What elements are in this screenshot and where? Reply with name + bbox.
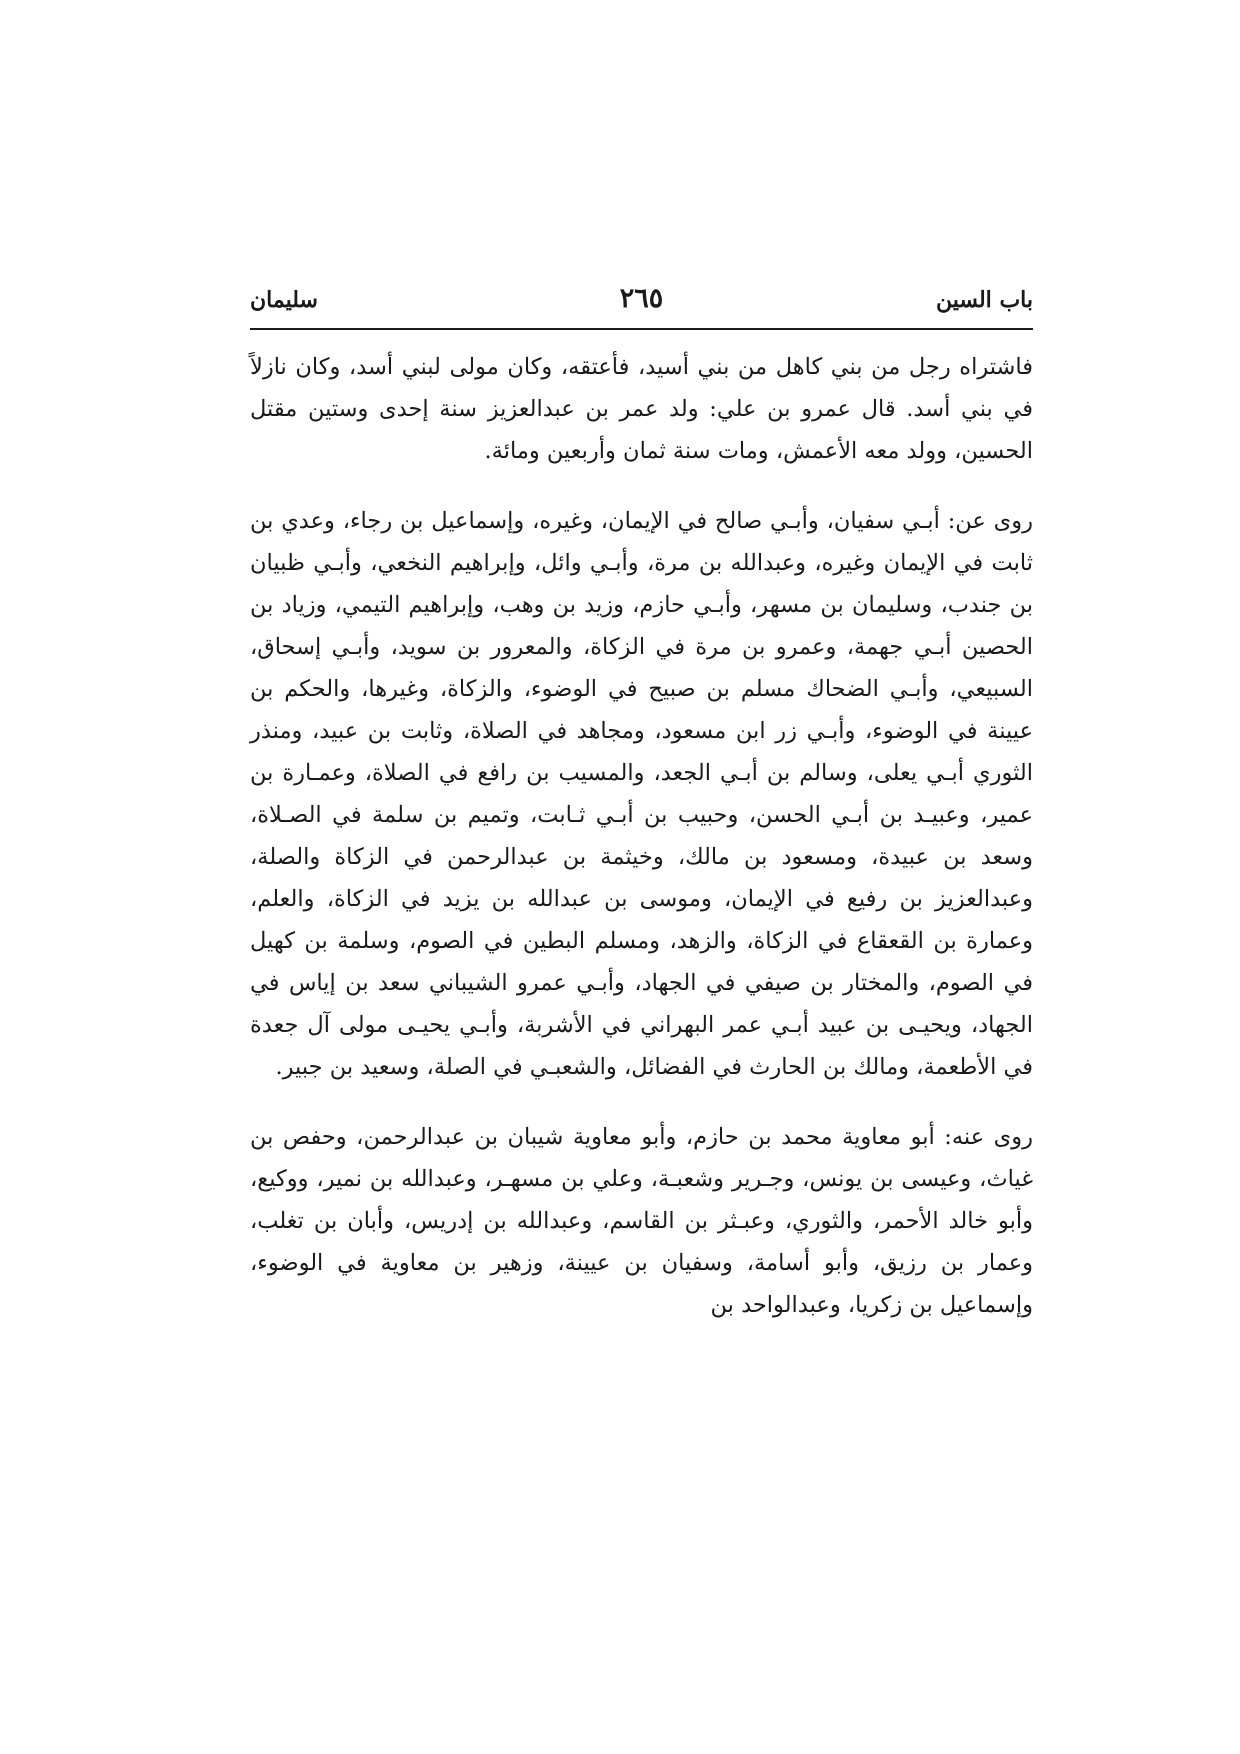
page-number: ٢٦٥ xyxy=(619,283,664,314)
chapter-title: باب السين xyxy=(935,287,1033,313)
paragraph-narrated-by: روى عنه: أبو معاوية محمد بن حازم، وأبو معاوية شيبان بن عبدالرحمن، وحفص بن غياث، وعيسى بن يونس، وجـرير وشعبـة، وعلي بن مسهـر، وعبدالله بن نمير، ووكيع، وأبو خالد الأحمر، والثوري، وعبـثر بن القاسم، وعبدالله بن إدريس، وأبان بن تغلب، وعمار بن رزيق، وأبو أسامة، وسفيان بن عيينة، وزهير بن معاوية في الوضوء، وإسماعيل بن زكريا، وعبدالواحد بن xyxy=(250,1124,1033,1318)
running-title: سليمان xyxy=(250,287,318,313)
paragraph-intro: فاشتراه رجل من بني كاهل من بني أسيد، فأعتقه، وكان مولى لبني أسد، وكان نازلاً في بني أسد. قال عمرو بن علي: ولد عمر بن عبدالعزيز سنة إحدى وستين مقتل الحسين، وولد معه الأعمش، ومات سنة ثمان وأربعين ومائة. xyxy=(250,354,1033,464)
header-rule xyxy=(250,328,1033,330)
page-header xyxy=(250,283,1033,323)
body-text xyxy=(250,346,1033,1354)
paragraph-narrated-from: روى عن: أبـي سفيان، وأبـي صالح في الإيمان، وغيره، وإسماعيل بن رجاء، وعدي بن ثابت في الإيمان وغيره، وعبدالله بن مرة، وأبـي وائل، وإبراهيم النخعي، وأبـي ظبيان بن جندب، وسليمان بن مسهر، وأبـي حازم، وزيد بن وهب، وإبراهيم التيمي، وزياد بن الحصين أبـي جهمة، وعمرو بن مرة في الزكاة، والمعرور بن سويد، وأبـي إسحاق، السبيعي، وأبـي الضحاك مسلم بن صبيح في الوضوء، والزكاة، وغيرها، والحكم بن عيينة في الوضوء، وأبـي زر ابن مسعود، ومجاهد في الصلاة، وثابت بن عبيد، ومنذر الثوري أبـي يعلى، وسالم بن أبـي الجعد، والمسيب بن رافع في الصلاة، وعمـارة بن عمير، وعبيـد بن أبـي الحسن، وحبيب بن أبـي ثـابت، وتميم بن سلمة في الصـلاة، وسعد بن عبيدة، ومسعود بن مالك، وخيثمة بن عبدالرحمن في الزكاة والصلة، وعبدالعزيز بن رفيع في الإيمان، وموسى بن عبدالله بن يزيد في الزكاة، والعلم، وعمارة بن القعقاع في الزكاة، والزهد، ومسلم البطين في الصوم، وسلمة بن كهيل في الصوم، والمختار بن صيفي في الجهاد، وأبـي عمرو الشيباني سعد بن إياس في الجهاد، ويحيـى بن عبيد أبـي عمر البهراني في الأشربة، وأبـي يحيـى مولى آل جعدة في الأطعمة، ومالك بن الحارث في الفضائل، والشعبـي في الصلة، وسعيد بن جبير. xyxy=(250,508,1033,1080)
